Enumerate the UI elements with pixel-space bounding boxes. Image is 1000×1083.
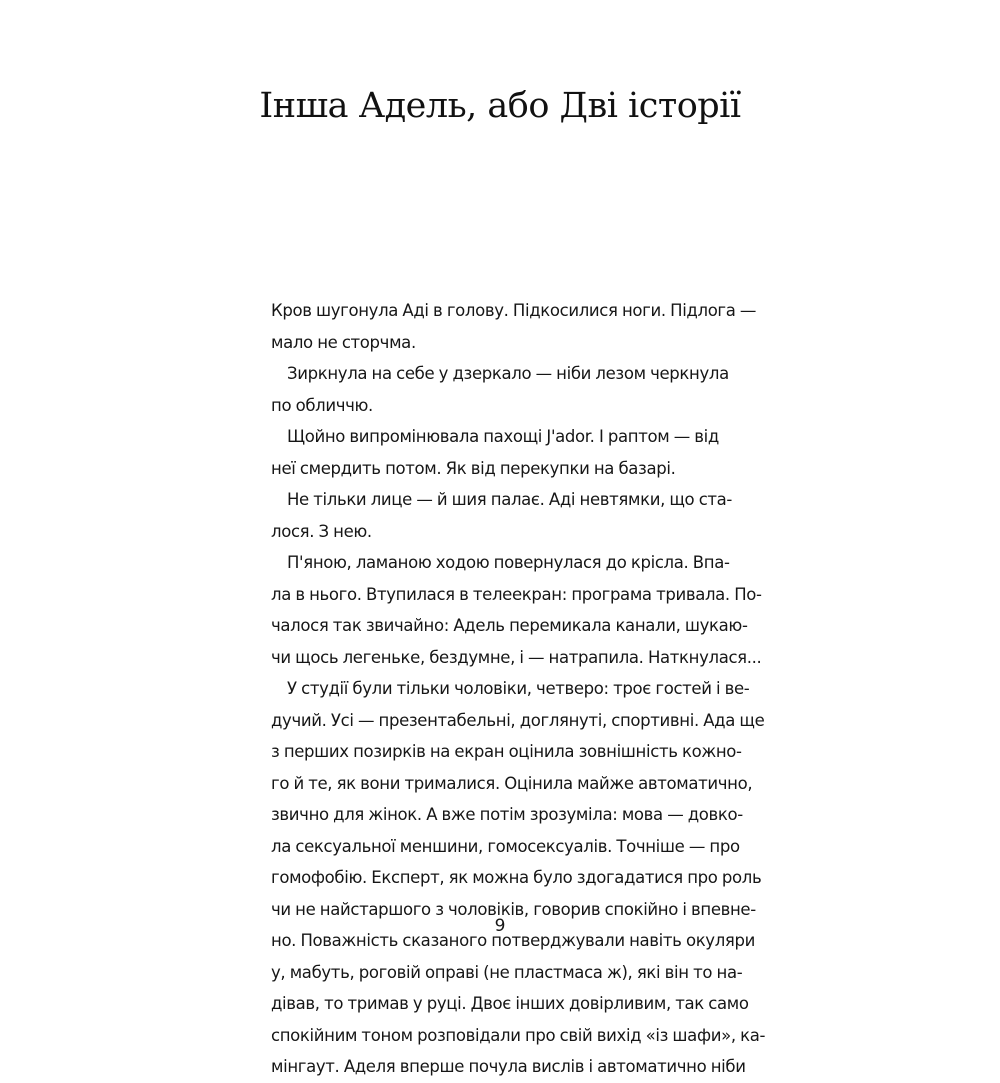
text-line: мало не сторчма. [271, 332, 416, 352]
page-number: 9 [494, 916, 506, 936]
paragraph-start-line: Зиркнула на себе у дзеркало — ніби лезом черкнула [287, 364, 729, 383]
text-line: гомофобію. Експерт, як можна було здогадатися про роль [271, 868, 762, 887]
paragraph-start-line: У студії були тільки чоловіки, четверо: троє гостей і ве- [287, 679, 750, 698]
body-text [271, 295, 766, 1083]
paragraph-start-line: Не тільки лице — й шия палає. Аді невтямки, що ста- [287, 490, 733, 509]
text-line: но. Поважність сказаного потверджували навіть окуляри [271, 931, 755, 950]
text-line: по обличчю. [271, 395, 373, 415]
text-line: у, мабуть, роговій оправі (не пластмаса ж), які він то на- [271, 962, 743, 982]
text-line: з перших позирків на екран оцінила зовнішність кожно- [271, 742, 742, 761]
text-line: чи щось легеньке, бездумне, і — натрапила. Наткнулася... [271, 647, 762, 667]
text-line: Кров шугонула Аді в голову. Підкосилися ноги. Підлога — [271, 301, 757, 320]
text-line: звично для жінок. А вже потім зрозуміла: мова — довко- [271, 805, 743, 824]
text-line: лося. З нею. [271, 521, 372, 541]
text-line: неї смердить потом. Як від перекупки на базарі. [271, 458, 676, 478]
chapter-title: Інша Адель, або Дві історії [259, 86, 741, 126]
text-line: ла в нього. Втупилася в телеекран: програма тривала. По- [271, 584, 762, 604]
text-line: ла сексуальної меншини, гомосексуалів. Точніше — про [271, 836, 740, 856]
paragraph-start-line: Щойно випромінювала пахощі J'ador. І раптом — від [287, 427, 719, 446]
paragraph-start-line: П'яною, ламаною ходою повернулася до крісла. Впа- [287, 553, 730, 572]
text-line: спокійним тоном розповідали про свій вихід «із шафи», ка- [271, 1025, 766, 1045]
text-line: мінгаут. Аделя вперше почула вислів і автоматично ніби [271, 1057, 746, 1076]
text-line: чи не найстаршого з чоловіків, говорив спокійно і впевне- [271, 899, 756, 919]
text-line: го й те, як вони трималися. Оцінила майже автоматично, [271, 773, 753, 793]
text-line: дучий. Усі — презентабельні, доглянуті, спортивні. Ада ще [271, 710, 765, 730]
text-line: чалося так звичайно: Адель перемикала канали, шукаю- [271, 616, 748, 635]
text-line: дівав, то тримав у руці. Двоє інших довірливим, так само [271, 994, 749, 1013]
